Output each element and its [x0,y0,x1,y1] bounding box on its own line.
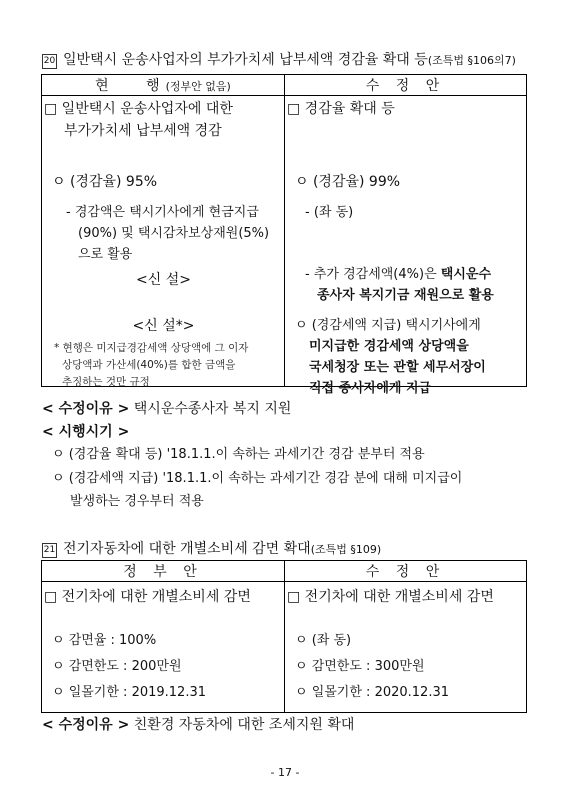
revised-direct-payment: ㅇ (경감세액 지급) 택시기사에게 미지급한 경감세액 상당액을 국세청장 또는 관할 세무서장이 직접 종사자에게 지급 [295,318,486,396]
revised-item: □ 전기차에 대한 개별소비세 감면 [287,589,494,605]
revised-extra-fund: - 추가 경감세액(4%)은 택시운수 종사자 복지기금 재원으로 활용 [305,267,494,303]
reason-21: < 수정이유 > 친환경 자동차에 대한 조세지원 확대 [42,717,355,733]
revised-rate: ㅇ (경감율) 99% [295,174,401,190]
reason-20: < 수정이유 > 택시운수종사자 복지 지원 [42,401,292,417]
government-limit: ㅇ 감면한도 : 200만원 [52,659,182,674]
current-rate: ㅇ (경감율) 95% [52,174,158,190]
current-item-1: □ 일반택시 운송사업자에 대한 부가가치세 납부세액 경감 [44,101,233,139]
timing-item-1: ㅇ (경감율 확대 등) '18.1.1.이 속하는 과세기간 경감 분부터 적용 [52,447,425,462]
law-reference: (조특법 §109) [310,543,382,556]
revised-rate: ㅇ (좌 동) [295,633,352,648]
comparison-table-20 [41,74,527,396]
current-cell [42,96,285,387]
government-item: □ 전기차에 대한 개별소비세 감면 [44,589,251,605]
section-number-badge: 21 [42,543,57,558]
current-new-2: <신 설*> [132,318,195,334]
section-21-title [42,538,381,558]
revised-cell-21 [285,582,527,713]
current-footnote: * 현행은 미지급경감세액 상당액에 그 이자 상당액과 가산세(40%)를 합한 금액을 추징하는 것만 규정 [54,342,249,388]
column-header-government: 정 부 안 [42,561,285,582]
column-header-current: 현 행(정부안 없음) [42,75,285,96]
government-sunset: ㅇ 일몰기한 : 2019.12.31 [52,685,206,700]
section-title-text: 전기자동차에 대한 개별소비세 감면 확대 [63,541,311,557]
page-number: - 17 - [270,766,300,779]
revised-sunset: ㅇ 일몰기한 : 2020.12.31 [295,685,449,700]
revised-same: - (좌 동) [305,205,354,220]
law-reference: (조특법 §106의7) [427,54,516,67]
timing-heading: < 시행시기 > [42,424,130,440]
current-new-1: <신 설> [136,272,191,288]
column-header-revised: 수 정 안 [285,75,527,96]
current-amount-note: - 경감액은 택시기사에게 현금지급 (90%) 및 택시감차보상재원(5%) 으로 활용 [66,205,270,262]
column-header-revised: 수 정 안 [285,561,527,582]
government-cell [42,582,285,713]
revised-item-1: □ 경감율 확대 등 [287,101,395,117]
section-title-text: 일반택시 운송사업자의 부가가치세 납부세액 경감율 확대 등 [63,52,428,68]
revised-cell [285,96,527,396]
revised-limit: ㅇ 감면한도 : 300만원 [295,659,425,674]
government-rate: ㅇ 감면율 : 100% [52,633,157,648]
section-number-badge: 20 [42,54,57,69]
comparison-table-21 [41,560,527,713]
timing-item-2: ㅇ (경감세액 지급) '18.1.1.이 속하는 과세기간 경감 분에 대해 미지급이 발생하는 경우부터 적용 [52,471,463,509]
section-20-title [42,49,516,69]
